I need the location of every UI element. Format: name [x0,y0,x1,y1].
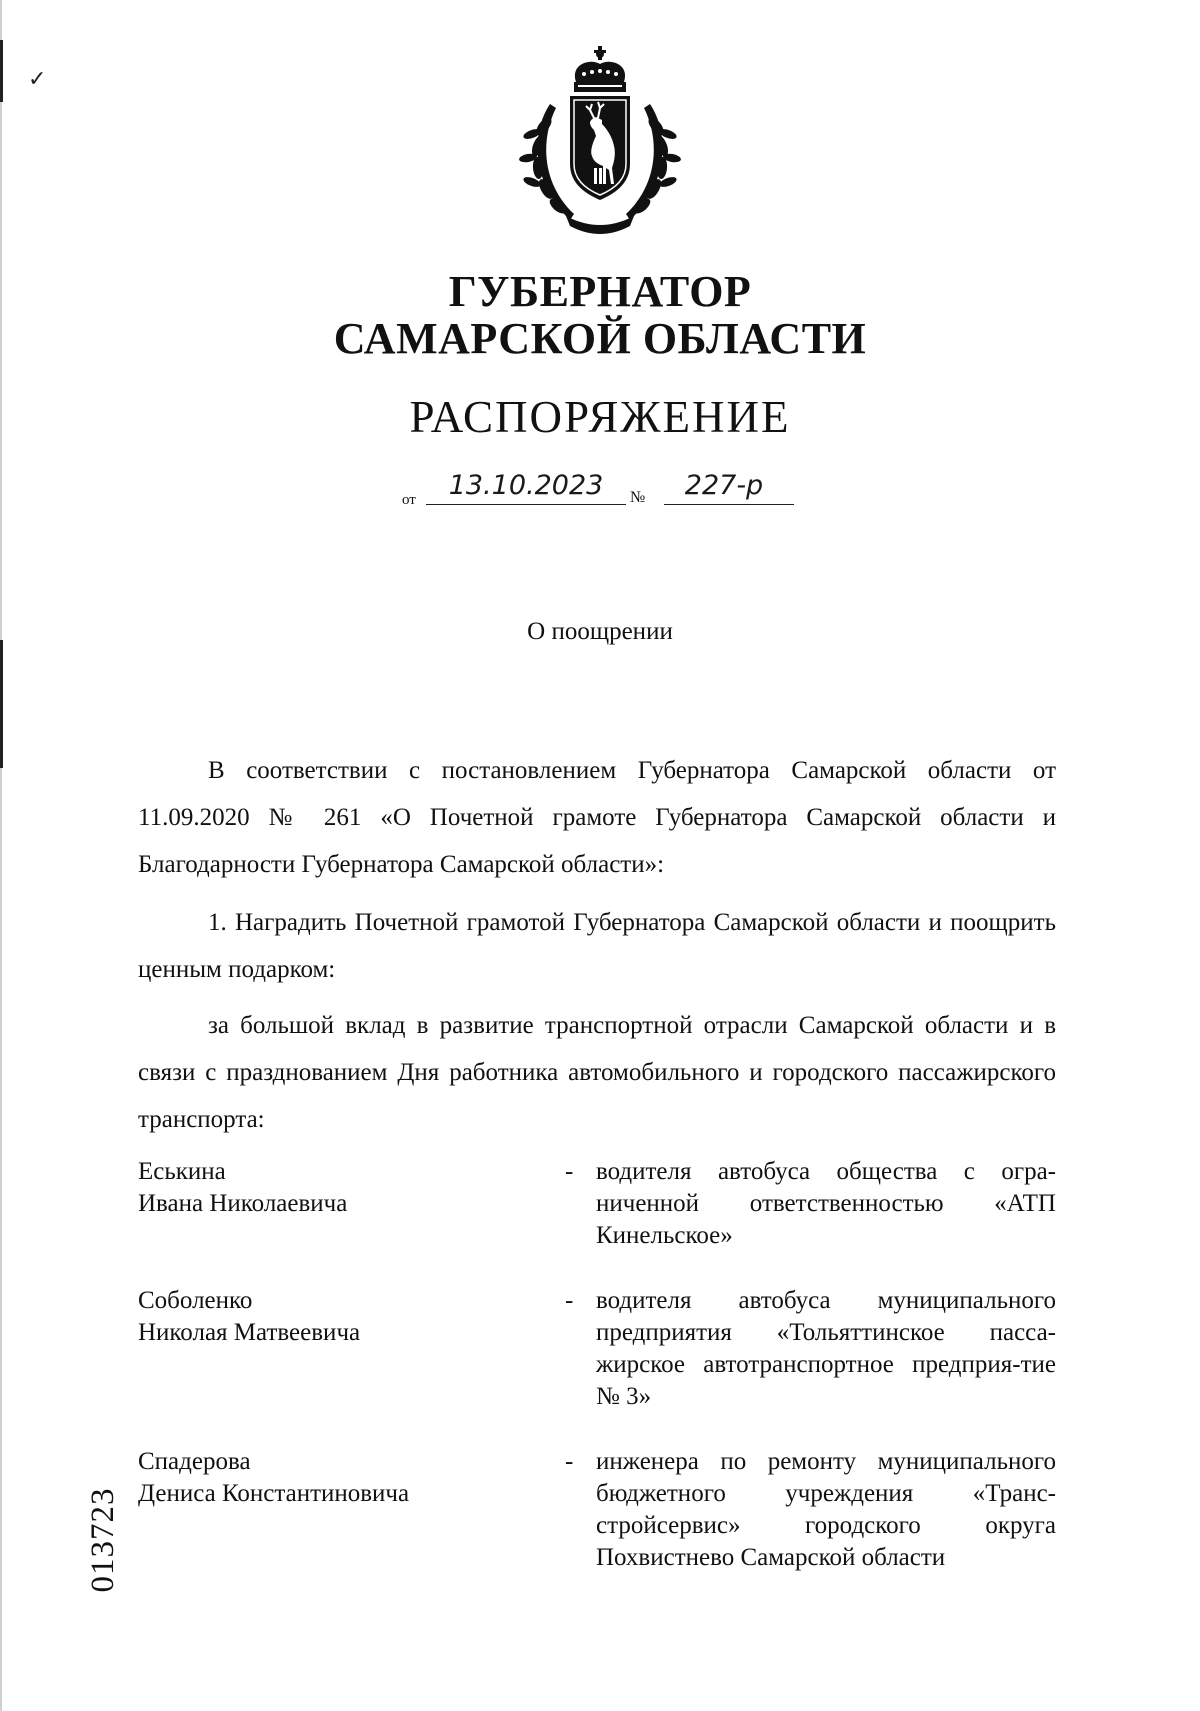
form-serial-number: 013723 [85,1487,121,1593]
document-subject: О поощрении [527,618,673,645]
item-1-paragraph: 1. Наградить Почетной грамотой Губернатора Самарской области и поощрить ценным подарком: [138,909,1056,983]
recipient-name [138,1156,518,1220]
check-mark-icon: ✓ [28,66,47,91]
recipient-surname: Спадерова [138,1448,251,1475]
authority-title-line1: ГУБЕРНАТОР [448,267,752,316]
scan-mark [0,40,3,102]
recipient-surname: Еськина [138,1158,226,1185]
document-number: 227-р [684,470,764,501]
date-number-line [402,470,802,520]
recipient-dash: - [565,1287,574,1314]
recipient-position: инженера по ремонту муниципального бюджетного учреждения «Транс-стройсервис» городского округа Похвистнево Самарской области [596,1448,1056,1571]
recipient-position: водителя автобуса общества с огра-ниченной ответственностью «АТП Кинельское» [596,1158,1056,1249]
samara-coat-of-arms-icon [510,44,690,236]
recipient-surname: Соболенко [138,1287,253,1314]
date-prefix: от [402,492,416,508]
document-date: 13.10.2023 [448,470,604,501]
recipient-position: водителя автобуса муниципального предприятия «Тольяттинское пасса-жирское автотранспортное предприя-тие № 3» [596,1287,1056,1410]
authority-title-line2: САМАРСКОЙ ОБЛАСТИ [333,314,867,363]
recipient-name [138,1446,518,1510]
recipient-dash: - [565,1158,574,1185]
recipient-given-name: Ивана Николаевича [138,1190,348,1217]
recipient-given-name: Дениса Константиновича [138,1480,410,1507]
scan-mark [0,640,3,768]
recipient-dash: - [565,1448,574,1475]
scan-edge [0,0,2,1711]
number-underline [664,504,794,505]
recipient-name [138,1285,518,1349]
document-type: РАСПОРЯЖЕНИЕ [409,392,791,442]
date-underline [426,504,626,505]
intro-paragraph: В соответствии с постановлением Губернатора Самарской области от 11.09.2020 № 261 «О Почетной грамоте Губернатора Самарской области и Благодарности Губернатора Самарской области»: [138,757,1056,878]
recipient-given-name: Николая Матвеевича [138,1319,361,1346]
reason-paragraph: за большой вклад в развитие транспортной отрасли Самарской области и в связи с празднованием Дня работника автомобильного и городского пассажирского транспорта: [138,1012,1056,1133]
number-label: № [630,489,646,506]
